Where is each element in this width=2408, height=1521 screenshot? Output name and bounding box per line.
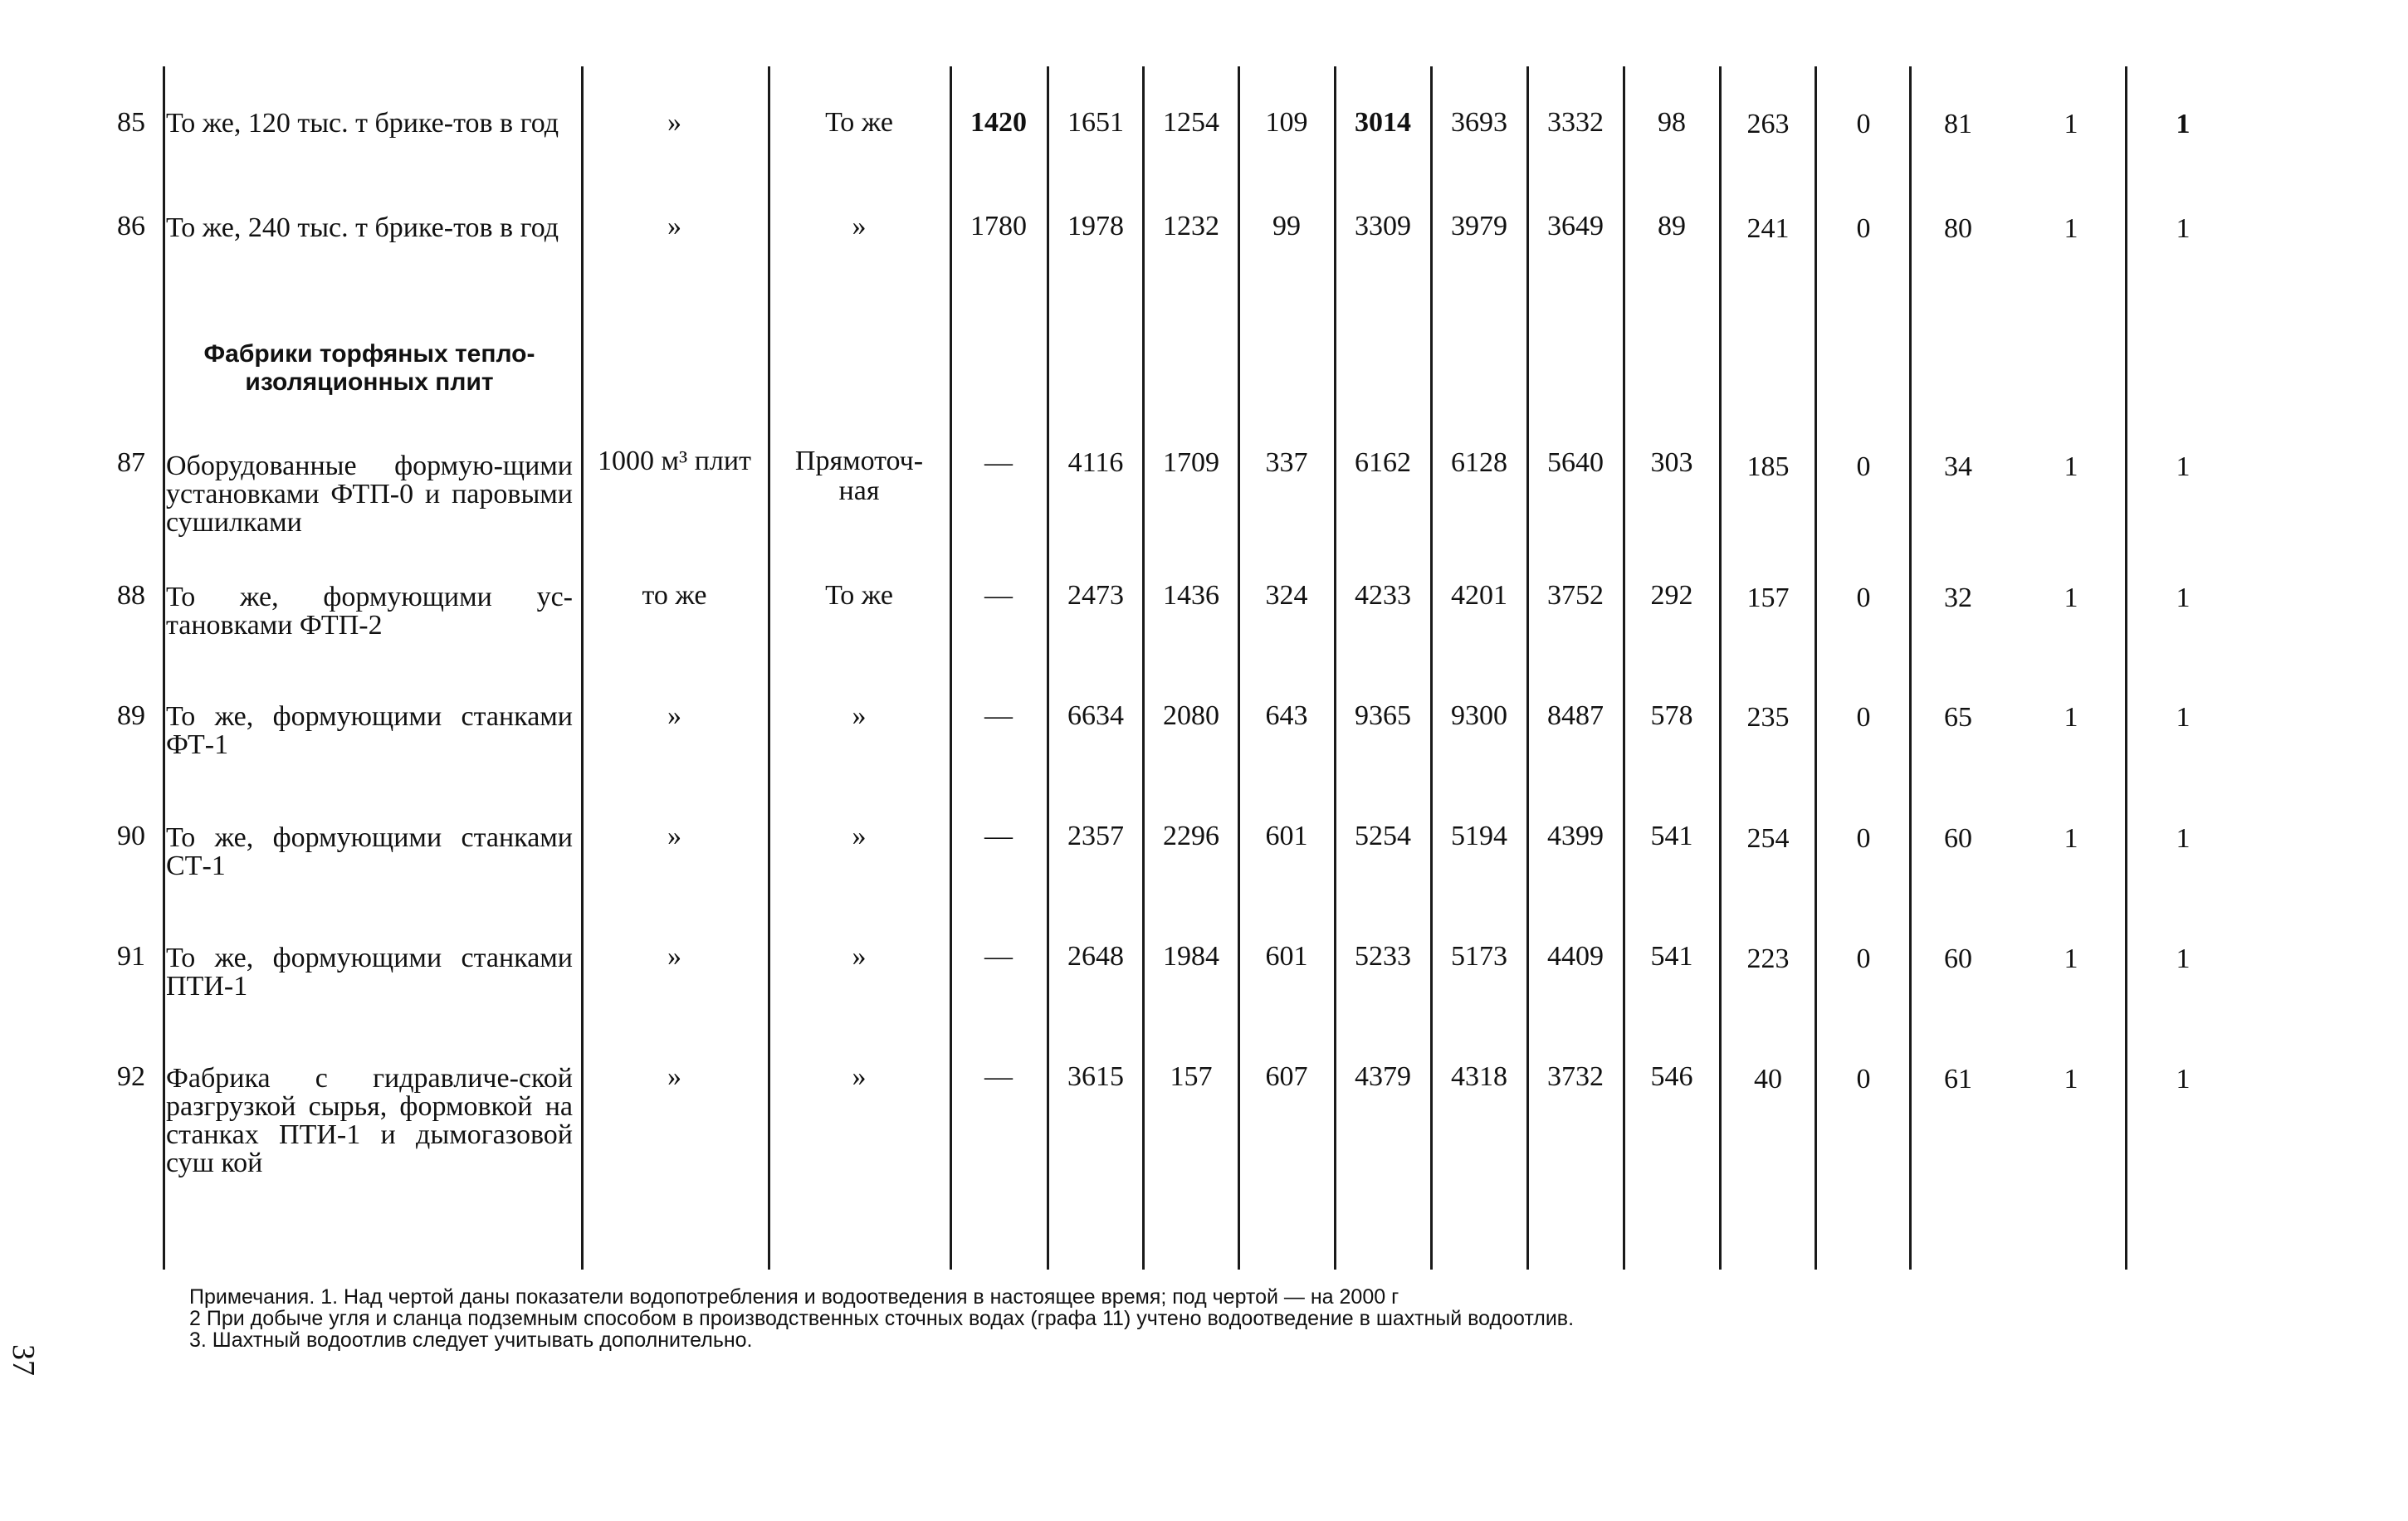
value-cell: 578 [1650,700,1693,731]
value-cell: 254 [1746,823,1790,854]
page-number: 37 [6,1344,41,1376]
column-rule [950,66,952,1270]
column-rule [1909,66,1912,1270]
type-cell: То же [825,107,893,138]
unit-cell: » [667,107,681,138]
footnotes [189,1286,2015,1351]
row-number: 89 [117,700,145,731]
row-description: То же, формующими станками СТ-1 [166,822,573,881]
column-rule [768,66,770,1270]
row-description: То же, 240 тыс. т брике-тов в год [166,212,559,243]
type-cell: То же [825,580,893,611]
value-cell: 5640 [1547,447,1604,478]
value-cell: 5233 [1355,941,1411,972]
row-number: 86 [117,211,145,241]
value-cell: — [984,1061,1013,1092]
value-cell: 109 [1265,107,1308,138]
row-number: 91 [117,941,145,972]
value-cell: 3693 [1451,107,1507,138]
value-cell: 3014 [1355,107,1411,138]
value-cell: 2080 [1163,700,1219,731]
value-cell: 0 [1856,1064,1871,1094]
type-cell: » [852,1061,867,1092]
value-cell: 1 [2176,702,2191,733]
value-cell: 1 [2176,451,2191,482]
column-rule [1334,66,1336,1270]
unit-cell: » [667,941,681,972]
value-cell: 337 [1265,447,1308,478]
value-cell: 61 [1944,1064,1972,1094]
value-cell: 1 [2176,823,2191,854]
row-number: 88 [117,580,145,611]
value-cell: 1 [2064,943,2078,974]
value-cell: 5173 [1451,941,1507,972]
value-cell: 98 [1658,107,1686,138]
value-cell: 223 [1746,943,1790,974]
value-cell: 3732 [1547,1061,1604,1092]
value-cell: 60 [1944,823,1972,854]
value-cell: 3752 [1547,580,1604,611]
value-cell: 34 [1944,451,1972,482]
type-cell: » [852,821,867,851]
value-cell: 546 [1650,1061,1693,1092]
value-cell: 4399 [1547,821,1604,851]
row-description: То же, формующими станками ФТ-1 [166,701,573,760]
value-cell: 4379 [1355,1061,1411,1092]
value-cell: 1254 [1163,107,1219,138]
value-cell: 1978 [1067,211,1124,241]
value-cell: 2648 [1067,941,1124,972]
column-rule [2125,66,2127,1270]
value-cell: 4201 [1451,580,1507,611]
unit-cell: » [667,700,681,731]
value-cell: 0 [1856,943,1871,974]
row-description: То же, 120 тыс. т брике-тов в год [166,108,559,139]
column-rule [1142,66,1145,1270]
value-cell: 6128 [1451,447,1507,478]
value-cell: 292 [1650,580,1693,611]
value-cell: 0 [1856,213,1871,244]
unit-cell: » [667,1061,681,1092]
value-cell: 40 [1754,1064,1782,1094]
value-cell: 0 [1856,451,1871,482]
value-cell: 303 [1650,447,1693,478]
value-cell: 1436 [1163,580,1219,611]
value-cell: 607 [1265,1061,1308,1092]
section-heading: Фабрики торфяных тепло-изоляционных плит [203,340,535,396]
row-description: Фабрика с гидравличе-ской разгрузкой сырья, формовкой на станках ПТИ-1 и дымогазовой суш кой [166,1063,573,1178]
value-cell: 6634 [1067,700,1124,731]
value-cell: 1 [2176,1064,2191,1094]
value-cell: 1 [2176,583,2191,613]
value-cell: 1780 [970,211,1027,241]
value-cell: 1420 [970,107,1027,138]
value-cell: 89 [1658,211,1686,241]
value-cell: 3332 [1547,107,1604,138]
row-number: 90 [117,821,145,851]
value-cell: 185 [1746,451,1790,482]
value-cell: — [984,447,1013,478]
value-cell: 3615 [1067,1061,1124,1092]
value-cell: 9365 [1355,700,1411,731]
value-cell: 32 [1944,583,1972,613]
value-cell: 157 [1170,1061,1213,1092]
row-description: То же, формующими станками ПТИ-1 [166,943,573,1002]
value-cell: 1 [2064,213,2078,244]
value-cell: 263 [1746,109,1790,139]
value-cell: 235 [1746,702,1790,733]
value-cell: 9300 [1451,700,1507,731]
row-number: 92 [117,1061,145,1092]
column-rule [581,66,584,1270]
value-cell: 643 [1265,700,1308,731]
unit-cell: » [667,821,681,851]
column-rule [163,66,165,1270]
value-cell: 5194 [1451,821,1507,851]
value-cell: 601 [1265,821,1308,851]
value-cell: 2296 [1163,821,1219,851]
value-cell: 99 [1272,211,1301,241]
unit-cell: то же [642,580,707,611]
type-cell: » [852,211,867,241]
type-cell: » [852,700,867,731]
value-cell: 4318 [1451,1061,1507,1092]
value-cell: 1 [2176,109,2191,139]
value-cell: 2357 [1067,821,1124,851]
value-cell: 1984 [1163,941,1219,972]
type-cell: Прямоточ-ная [794,446,924,506]
value-cell: 0 [1856,702,1871,733]
value-cell: 1 [2064,583,2078,613]
value-cell: — [984,941,1013,972]
column-rule [1430,66,1433,1270]
value-cell: 1 [2176,943,2191,974]
value-cell: 1 [2176,213,2191,244]
value-cell: 5254 [1355,821,1411,851]
row-description: То же, формующими ус-тановками ФТП-2 [166,582,573,641]
value-cell: 0 [1856,823,1871,854]
value-cell: 3979 [1451,211,1507,241]
value-cell: 241 [1746,213,1790,244]
value-cell: 1 [2064,702,2078,733]
footnote: 3. Шахтный водоотлив следует учитывать дополнительно. [189,1328,753,1352]
value-cell: 81 [1944,109,1972,139]
footnote: Примечания. 1. Над чертой даны показатели водопотребления и водоотведения в настоящее время; под чертой — на 2000 г [189,1285,1399,1309]
value-cell: 6162 [1355,447,1411,478]
value-cell: 1651 [1067,107,1124,138]
value-cell: 65 [1944,702,1972,733]
value-cell: 80 [1944,213,1972,244]
column-rule [1719,66,1722,1270]
value-cell: — [984,700,1013,731]
value-cell: 0 [1856,583,1871,613]
row-number: 87 [117,447,145,478]
value-cell: — [984,580,1013,611]
row-number: 85 [117,107,145,138]
value-cell: 4116 [1067,447,1124,478]
value-cell: 541 [1650,941,1693,972]
value-cell: 1 [2064,451,2078,482]
column-rule [1238,66,1240,1270]
value-cell: 3649 [1547,211,1604,241]
column-rule [1815,66,1817,1270]
footnote: 2 При добыче угля и сланца подземным способом в производственных сточных водах (графа 11) учтено водоотведение в шахтный водоотлив. [189,1307,1575,1330]
value-cell: 1232 [1163,211,1219,241]
row-description: Оборудованные формую-щими установками ФТП-0 и паровыми сушилками [166,451,573,538]
value-cell: 541 [1650,821,1693,851]
type-cell: » [852,941,867,972]
value-cell: 324 [1265,580,1308,611]
value-cell: 0 [1856,109,1871,139]
value-cell: — [984,821,1013,851]
value-cell: 157 [1746,583,1790,613]
value-cell: 3309 [1355,211,1411,241]
value-cell: 8487 [1547,700,1604,731]
unit-cell: 1000 м³ плит [598,446,751,476]
value-cell: 1 [2064,109,2078,139]
value-cell: 1 [2064,1064,2078,1094]
value-cell: 1 [2064,823,2078,854]
value-cell: 4409 [1547,941,1604,972]
value-cell: 2473 [1067,580,1124,611]
value-cell: 1709 [1163,447,1219,478]
column-rule [1526,66,1529,1270]
value-cell: 601 [1265,941,1308,972]
column-rule [1047,66,1049,1270]
value-cell: 4233 [1355,580,1411,611]
value-cell: 60 [1944,943,1972,974]
column-rule [1623,66,1625,1270]
unit-cell: » [667,211,681,241]
